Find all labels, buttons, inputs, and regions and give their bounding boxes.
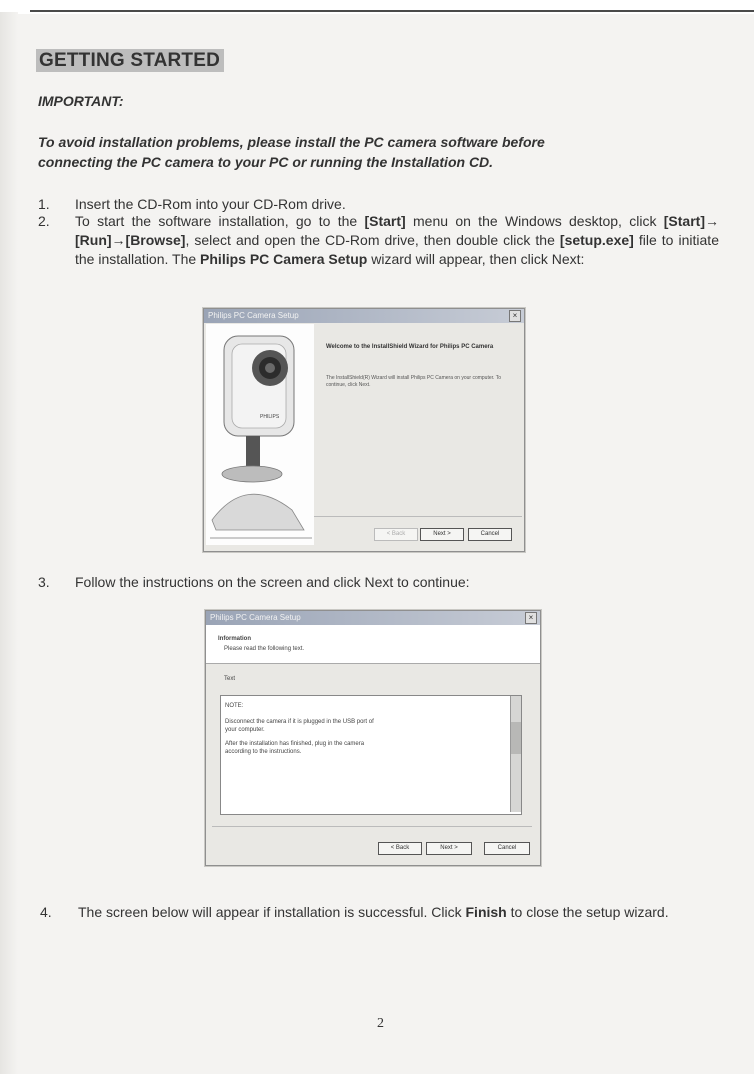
next-button[interactable]: Next > <box>420 528 464 541</box>
divider <box>314 516 522 517</box>
scrollbar[interactable] <box>510 696 521 812</box>
dialog-header <box>206 625 540 664</box>
text-run: To start the software installation, go to the <box>75 213 365 229</box>
welcome-dialog-screenshot <box>203 308 525 552</box>
text-run: , select and open the CD-Rom drive, then double click the <box>185 232 560 248</box>
next-button[interactable]: Next > <box>426 842 472 855</box>
close-icon: × <box>509 310 521 322</box>
bold-run: [setup.exe] <box>559 232 634 248</box>
page-number: 2 <box>377 1016 384 1031</box>
bold-run: Finish <box>465 904 507 920</box>
header-subtitle: Please read the following text. <box>224 646 305 652</box>
important-label: IMPORTANT: <box>38 93 124 109</box>
step-text <box>75 212 719 269</box>
welcome-body: The InstallShield(R) Wizard will install Philips PC Camera on your computer. To continue, click Next. <box>326 375 501 388</box>
back-button[interactable]: < Back <box>374 528 418 541</box>
step-text: Follow the instructions on the screen and click Next to continue: <box>75 574 470 590</box>
text-run: The screen below will appear if installation is successful. Click <box>78 904 466 920</box>
text-run: file to initiate the installation. The <box>75 232 719 267</box>
text-run: to close the setup wizard. <box>506 904 669 920</box>
step-number: 2. <box>38 213 50 229</box>
note-line: After the installation has finished, plug in the camera according to the instructions. <box>225 741 365 755</box>
step-number: 3. <box>38 574 50 590</box>
warning-line: connecting the PC camera to your PC or running the Installation CD. <box>38 154 494 170</box>
text-run: menu on the Windows desktop, click <box>405 213 664 229</box>
cancel-button[interactable]: Cancel <box>468 528 512 541</box>
installation-warning <box>38 132 698 172</box>
cancel-button[interactable]: Cancel <box>484 842 530 855</box>
bold-run: [Start]→ [Run]→[Browse] <box>75 213 719 248</box>
scroll-thumb[interactable] <box>511 722 521 754</box>
dialog-titlebar: Philips PC Camera Setup <box>204 309 524 323</box>
note-line: Disconnect the camera if it is plugged in the USB port of your computer. <box>225 719 374 733</box>
back-button[interactable]: < Back <box>378 842 422 855</box>
brand-text: PHILIPS <box>260 414 280 420</box>
step-text <box>78 903 688 922</box>
dialog-titlebar: Philips PC Camera Setup <box>206 611 540 625</box>
text-run: wizard will appear, then click Next: <box>367 251 585 267</box>
note-textbox[interactable] <box>220 695 522 815</box>
bold-run: [Start] <box>364 213 406 229</box>
warning-line: To avoid installation problems, please install the PC camera software before <box>38 134 545 150</box>
welcome-title: Welcome to the InstallShield Wizard for Philips PC Camera <box>326 344 494 350</box>
top-rule <box>30 10 754 12</box>
step-text: Insert the CD-Rom into your CD-Rom drive. <box>75 196 346 212</box>
page-edge-shadow <box>0 12 18 1074</box>
text-label: Text <box>224 676 236 682</box>
section-heading: GETTING STARTED <box>36 49 224 72</box>
note-title: NOTE: <box>225 703 244 709</box>
close-icon: × <box>525 612 537 624</box>
bold-run: Philips PC Camera Setup <box>200 251 368 267</box>
step-number: 4. <box>40 904 52 920</box>
information-dialog-screenshot <box>205 610 541 866</box>
camera-image <box>206 324 314 545</box>
step-number: 1. <box>38 196 50 212</box>
divider <box>212 826 532 827</box>
header-title: Information <box>218 636 251 642</box>
